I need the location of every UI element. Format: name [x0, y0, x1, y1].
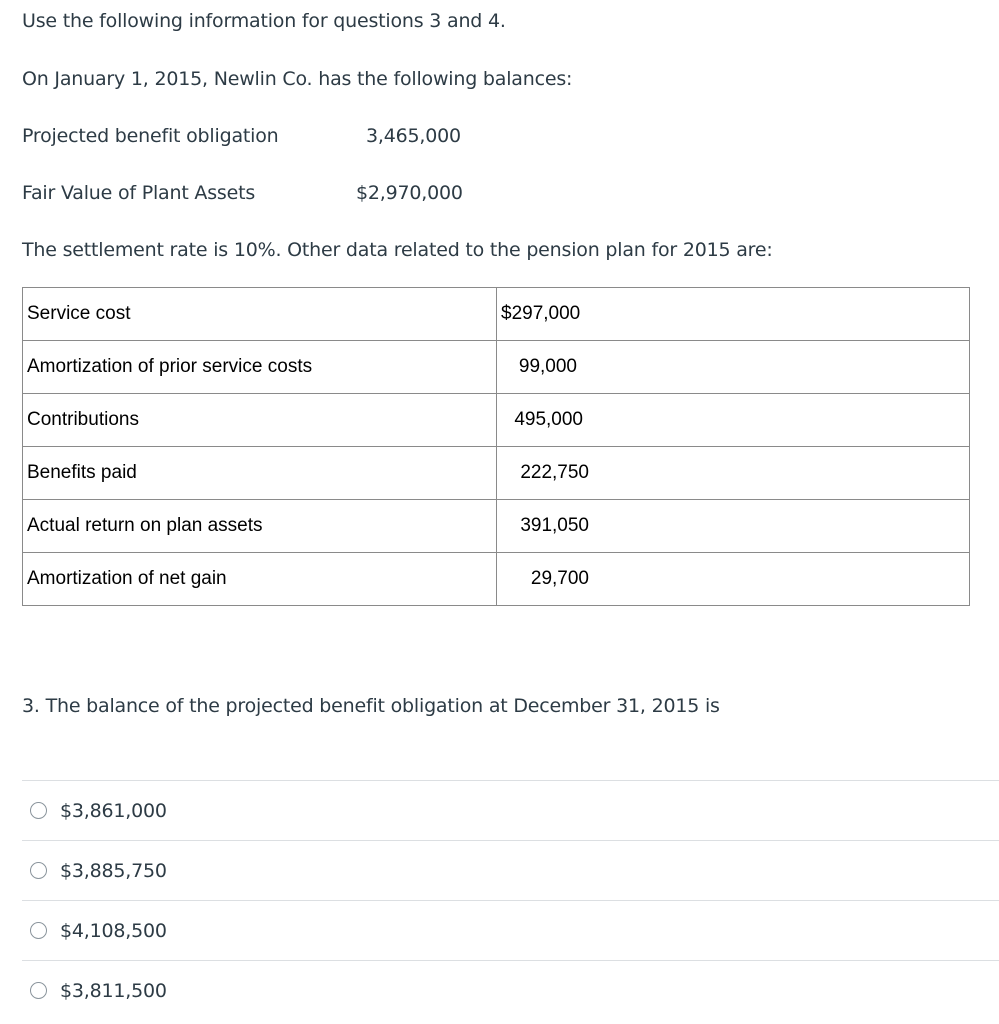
- table-cell-label: Amortization of prior service costs: [23, 341, 497, 394]
- table-cell-value: [497, 394, 970, 447]
- table-cell-label: Actual return on plan assets: [23, 500, 497, 553]
- table-cell-label: Service cost: [23, 288, 497, 341]
- answer-option[interactable]: [22, 901, 999, 961]
- balance-value-pbo: 3,465,000: [366, 125, 461, 147]
- answer-option[interactable]: [22, 781, 999, 841]
- cell-value-text: 391,050: [520, 515, 589, 536]
- answer-option-label[interactable]: $4,108,500: [60, 919, 167, 942]
- table-row: [23, 341, 970, 394]
- settlement-text: The settlement rate is 10%. Other data related to the pension plan for 2015 are:: [22, 239, 773, 261]
- radio-button-icon[interactable]: [30, 982, 47, 999]
- pension-data-table: [22, 287, 970, 606]
- radio-button-icon[interactable]: [30, 802, 47, 819]
- table-row: [23, 394, 970, 447]
- radio-button-icon[interactable]: [30, 862, 47, 879]
- cell-value-text: 99,000: [518, 356, 577, 377]
- answer-option-label[interactable]: $3,861,000: [60, 799, 167, 822]
- table-cell-label: Benefits paid: [23, 447, 497, 500]
- balance-label-pbo: Projected benefit obligation: [22, 125, 279, 147]
- table-row: [23, 500, 970, 553]
- table-row: [23, 553, 970, 606]
- balances-heading: On January 1, 2015, Newlin Co. has the following balances:: [22, 68, 573, 90]
- table-cell-value: [497, 288, 970, 341]
- table-row: [23, 447, 970, 500]
- table-cell-value: [497, 341, 970, 394]
- table-cell-value: [497, 447, 970, 500]
- table-cell-label: Amortization of net gain: [23, 553, 497, 606]
- balance-label-fair-value: Fair Value of Plant Assets: [22, 182, 256, 204]
- question-text: 3. The balance of the projected benefit obligation at December 31, 2015 is: [22, 695, 720, 717]
- cell-value-text: 222,750: [520, 462, 589, 483]
- radio-button-icon[interactable]: [30, 922, 47, 939]
- table-cell-value: [497, 553, 970, 606]
- table-cell-label: Contributions: [23, 394, 497, 447]
- intro-text: Use the following information for questions 3 and 4.: [22, 10, 506, 32]
- answer-option[interactable]: [22, 961, 999, 1020]
- cell-value-text: 495,000: [514, 409, 583, 430]
- answer-choices: [22, 780, 999, 1020]
- table-cell-value: [497, 500, 970, 553]
- answer-option-label[interactable]: $3,811,500: [60, 979, 167, 1002]
- table-row: [23, 288, 970, 341]
- cell-value-text: 29,700: [530, 568, 589, 589]
- balance-value-fair-value: $2,970,000: [356, 182, 463, 204]
- answer-option-label[interactable]: $3,885,750: [60, 859, 167, 882]
- cell-value-text: $297,000: [501, 303, 581, 324]
- answer-option[interactable]: [22, 841, 999, 901]
